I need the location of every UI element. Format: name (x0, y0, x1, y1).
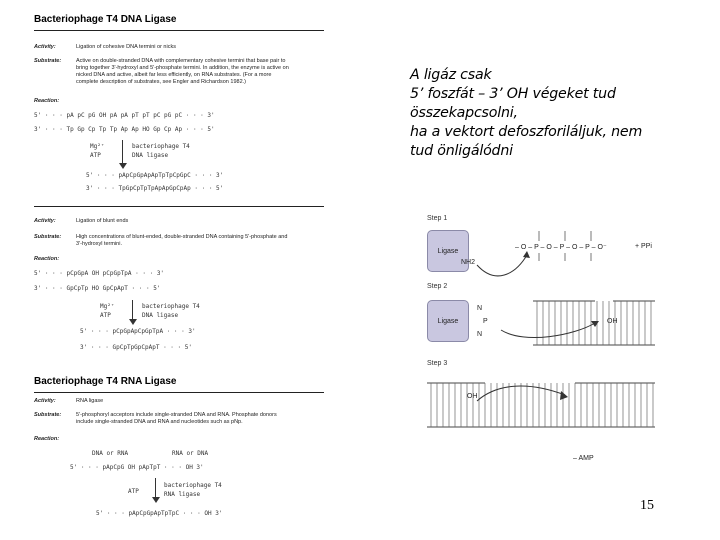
substrate-label: Substrate: (34, 58, 62, 64)
reaction3-enzyme-line1: bacteriophage T4 (164, 482, 222, 489)
reaction1-product-bottom: 3' · · · TpGpCpTpTpApApGpCpAp · · · 5' (86, 185, 224, 192)
step2-label: Step 2 (427, 283, 448, 290)
reaction2-product-top: 5' · · · pCpGpApCpGpTpA · · · 3' (80, 328, 196, 335)
substrate3-label: Substrate: (34, 412, 62, 418)
reaction2-product-bottom: 3' · · · GpCpTpGpCpApT · · · 5' (80, 344, 192, 351)
reaction2-bottom-strand: 3' · · · GpCpTp HO GpCpApT · · · 5' (34, 285, 161, 292)
reaction1-enzyme-line2: DNA ligase (132, 152, 169, 159)
ligase-box-step1: Ligase (427, 230, 469, 272)
note-line: összekapcsolni, (410, 105, 518, 121)
reaction1-enzyme-line1: bacteriophage T4 (132, 143, 190, 150)
reaction3-product: 5' · · · pApCpGpApTpTpC · · · OH 3' (96, 510, 223, 517)
reaction2-label: Reaction: (34, 256, 60, 262)
activity-label: Activity: (34, 44, 56, 50)
reaction1-arrowhead (119, 163, 127, 169)
reaction3-strands: 5' · · · pApCpG OH pApTpT · · · OH 3' (70, 464, 204, 471)
reaction3-right-label: RNA or DNA (172, 450, 209, 457)
reaction3-atp: ATP (128, 488, 139, 495)
amine-label: NH2 (461, 259, 476, 266)
substrate-text: Active on double-stranded DNA with complementary cohesive termini that base pair to bring together 3'-hydroxyl and 5'-phosphate termini. In addition, the enzyme is active on nicked DNA and active, albeit far less efficiently, on RNA substrates. (For a more complete description of substrates, see Engler and Richardson 1982.) (76, 58, 289, 85)
reaction2-cofactor: Mg²⁺ (100, 303, 115, 310)
title-rule (34, 30, 324, 31)
reaction2-enzyme-line2: DNA ligase (142, 312, 179, 319)
attack-arrowhead-icon (523, 251, 530, 258)
reaction2-enzyme-line1: bacteriophage T4 (142, 303, 200, 310)
catalog-panel (0, 0, 340, 540)
adenylate-p: P (483, 318, 488, 325)
step2-oh-label: OH (607, 318, 618, 325)
reaction-label: Reaction: (34, 98, 60, 104)
rna-ligase-title: Bacteriophage T4 RNA Ligase (34, 376, 177, 387)
note-line: A ligáz csak (410, 67, 492, 83)
activity2-text: Ligation of blunt ends (76, 218, 129, 224)
substrate2-label: Substrate: (34, 234, 62, 240)
amp-release-label: – AMP (573, 455, 594, 462)
section-rule (34, 206, 324, 207)
page-number: 15 (640, 498, 654, 513)
adenylate-n-top: N (477, 305, 483, 312)
reaction1-cofactor: Mg²⁺ (90, 143, 105, 150)
reaction2-atp: ATP (100, 312, 111, 319)
transfer-arrowhead-icon (591, 321, 599, 327)
reaction3-left-label: DNA or RNA (92, 450, 129, 457)
ligase-box-step2: Ligase (427, 300, 469, 342)
reaction3-label: Reaction: (34, 436, 60, 442)
step3-oh-label: OH (467, 393, 478, 400)
substrate3-text: 5'-phosphoryl acceptors include single-stranded DNA and RNA. Phosphate donors include single-stranded DNA and RNA and nucleotides such as pNp. (76, 412, 277, 425)
base-pairs-step3 (431, 383, 653, 427)
seal-arrowhead-icon (560, 391, 568, 400)
attack-arrow-icon (477, 255, 527, 276)
ligase-note (410, 66, 710, 161)
transfer-arrow-icon (501, 323, 595, 338)
reaction1-top-strand: 5' · · · pA pC pG OH pA pA pT pT pC pG pC · · · 3' (34, 112, 215, 119)
reaction1-product-top: 5' · · · pApCpGpApApTpTpCpGpC · · · 3' (86, 172, 224, 179)
phosphate-bonds (539, 231, 591, 261)
note-line: ha a vektort defoszforiláljuk, nem (410, 124, 643, 140)
pyrophosphate-label: + PPi (635, 243, 652, 250)
mechanism-drawing (415, 205, 660, 470)
reaction1-atp: ATP (90, 152, 101, 159)
reaction3-enzyme-line2: RNA ligase (164, 491, 201, 498)
reaction2-top-strand: 5' · · · pCpGpA OH pCpGpTpA · · · 3' (34, 270, 165, 277)
reaction2-arrowhead (129, 319, 137, 325)
note-line: 5’ foszfát – 3’ OH végeket tud (410, 86, 616, 102)
step3-label: Step 3 (427, 360, 448, 367)
activity2-label: Activity: (34, 218, 56, 224)
reaction1-bottom-strand: 3' · · · Tp Gp Cp Tp Tp Ap Ap HO Gp Cp Ap · · · 5' (34, 126, 215, 133)
adenylate-n-bottom: N (477, 331, 483, 338)
rna-title-rule (34, 392, 324, 393)
activity3-text: RNA ligase (76, 398, 104, 404)
substrate2-text: High concentrations of blunt-ended, double-stranded DNA containing 5'-phosphate and 3'-hydroxyl termini. (76, 234, 288, 247)
activity-text: Ligation of cohesive DNA termini or nicks (76, 44, 176, 50)
dna-ligase-title: Bacteriophage T4 DNA Ligase (34, 14, 177, 25)
atp-triphosphate: – O – P – O – P – O – P – O⁻ (515, 244, 607, 251)
step1-label: Step 1 (427, 215, 448, 222)
ligation-mechanism-figure (415, 205, 660, 470)
reaction3-arrowhead (152, 497, 160, 503)
activity3-label: Activity: (34, 398, 56, 404)
note-line: tud önligálódni (410, 143, 513, 159)
